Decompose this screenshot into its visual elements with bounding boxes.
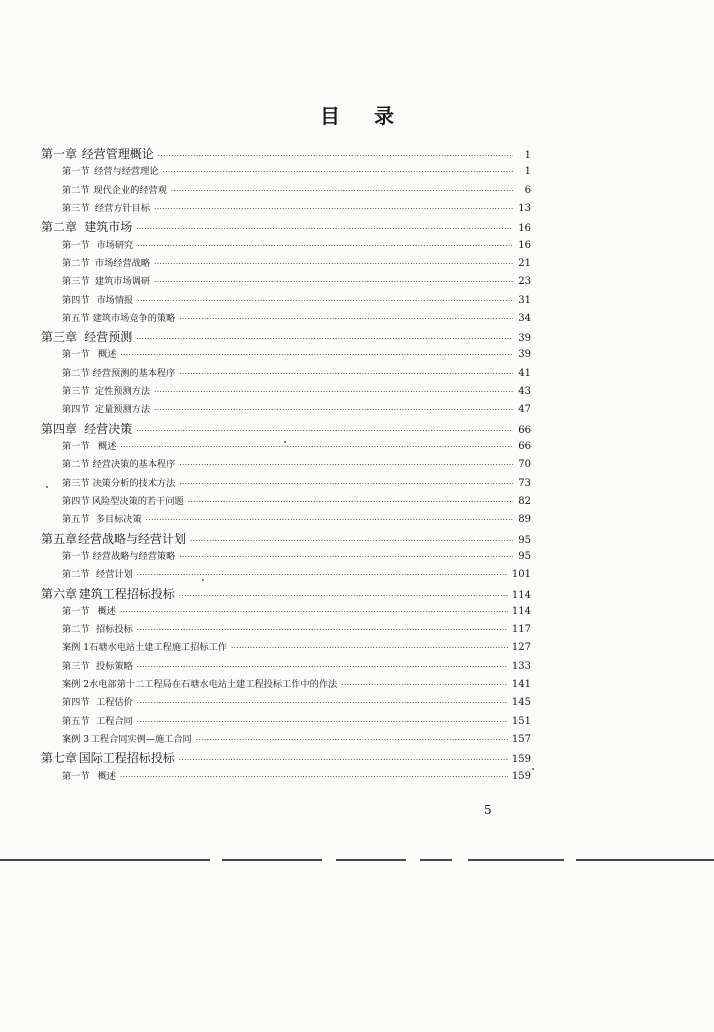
toc-leader-dots [154,260,513,268]
toc-entry-number: 第四节 [62,495,90,507]
toc-section-row [41,346,531,364]
toc-entry-title: 经营与经营理论 [94,166,159,178]
toc-entry-title: 概述 [98,441,117,452]
toc-entry-title: 水电部第十二工程局在石塘水电站土建工程投标工作中的作法 [89,679,338,691]
toc-section-row [41,438,531,456]
toc-leader-dots [137,297,513,305]
toc-chapter-row [41,328,531,346]
toc-entry-number: 案例 2 [62,679,90,691]
toc-entry-page: 1 [524,166,531,178]
toc-leader-dots [179,461,513,469]
toc-entry-title: 经营方针目标 [94,202,151,214]
toc-entry-page: 41 [518,367,531,379]
toc-entry-page: 66 [518,424,531,436]
toc-section-row [41,310,531,328]
toc-chapter-row [41,218,531,236]
toc-entry-number: 第三节 [62,386,90,398]
toc-entry-number: 第二节 [62,367,90,379]
toc-entry-number: 第五章 [41,531,78,546]
toc-entry-page: 151 [511,715,531,727]
toc-section-row [41,768,531,786]
toc-entry-page: 73 [518,477,531,489]
toc-leader-dots [179,756,508,764]
toc-leader-dots [120,351,513,359]
toc-entry-number: 第四章 [41,421,78,436]
toc-section-row [41,493,531,511]
toc-entry-title: 投标策略 [96,660,133,672]
title-char: 目 [320,104,340,128]
toc-leader-dots [154,388,513,396]
toc-leader-dots [188,498,513,506]
toc-leader-dots [196,736,508,744]
toc-leader-dots [136,335,513,343]
toc-entry-page: 159 [511,770,531,782]
toc-entry-title: 市场经营战略 [94,257,151,269]
toc-entry-number: 第二节 [62,569,90,581]
title-char: 录 [374,104,394,128]
toc-leader-dots [231,644,508,652]
toc-section-row [41,273,531,291]
toc-entry-page: 82 [518,495,531,507]
toc-leader-dots [154,278,513,286]
toc-entry-number: 第四节 [62,294,90,306]
toc-entry-page: 145 [511,697,531,709]
toc-entry-number: 第三节 [62,276,90,288]
toc-entry-title: 市场情报 [96,294,134,306]
toc-entry-number: 第一节 [62,349,90,361]
toc-entry-number: 第二节 [62,624,90,636]
toc-entry-number: 第二章 [41,220,78,235]
scan-artifact-line [0,859,210,861]
toc-section-row [41,621,531,639]
toc-entry-number: 第四节 [62,697,90,709]
toc-leader-dots [136,427,513,435]
toc-entry-page: 66 [518,441,531,452]
toc-section-row [41,566,531,584]
toc-entry-number: 第四节 [62,404,90,416]
toc-entry-page: 13 [518,202,531,214]
scan-speck [532,768,534,770]
toc-entry-number: 第一节 [62,239,90,251]
toc-leader-dots [158,152,513,160]
toc-entry-number: 第五节 [62,514,90,526]
toc-entry-title: 经营计划 [96,569,133,581]
toc-entry-title: 经营预测的基本程序 [92,367,176,379]
toc-entry-page: 117 [511,624,531,636]
toc-section-row [41,511,531,529]
toc-entry-page: 34 [518,312,531,324]
toc-entry-page: 141 [511,679,531,691]
toc-entry-title: 建筑市场 [84,220,133,235]
table-of-contents [41,145,531,786]
toc-entry-number: 第六章 [41,586,78,601]
toc-entry-title: 经营战略与经营计划 [78,531,187,546]
toc-entry-page: 43 [518,386,531,398]
toc-entry-title: 概述 [97,605,116,617]
toc-entry-title: 建筑工程招标投标 [78,586,175,601]
toc-section-row [41,676,531,694]
toc-leader-dots [154,205,513,213]
toc-entry-title: 多目标决策 [95,514,142,526]
toc-entry-title: 工程合同实例—施工合同 [90,734,192,745]
toc-entry-number: 第二节 [62,257,90,269]
scan-artifact-line [222,859,322,861]
scan-artifact-line [468,859,564,861]
toc-leader-dots [137,663,508,671]
toc-entry-title: 建筑市场调研 [94,276,151,288]
toc-entry-title: 经营决策的基本程序 [92,459,176,471]
toc-leader-dots [179,370,513,378]
toc-entry-page: 16 [518,223,531,235]
toc-section-row [41,694,531,712]
toc-leader-dots [136,225,513,233]
toc-entry-page: 23 [518,276,531,288]
toc-entry-title: 现代企业的经营观 [93,184,167,196]
toc-entry-number: 第三节 [62,477,90,489]
toc-entry-number: 第二节 [62,459,90,471]
toc-entry-title: 建筑市场竞争的策略 [92,312,176,324]
toc-section-row [41,292,531,310]
toc-section-row [41,383,531,401]
toc-entry-number: 第一节 [62,166,90,178]
toc-chapter-row [41,145,531,163]
toc-leader-dots [154,406,513,414]
toc-entry-page: 39 [518,333,531,345]
page-number: 5 [484,803,492,817]
toc-section-row [41,639,531,657]
toc-section-row [41,401,531,419]
scan-speck [46,486,48,488]
toc-leader-dots [146,516,513,524]
toc-section-row [41,658,531,676]
toc-entry-number: 第一节 [62,550,90,562]
toc-entry-number: 第一节 [62,441,90,452]
toc-entry-title: 经营决策 [84,421,133,436]
toc-leader-dots [137,242,513,250]
scan-artifact-line [420,859,452,861]
toc-entry-number: 第二节 [62,184,90,196]
toc-chapter-row [41,530,531,548]
toc-entry-title: 概述 [98,349,117,361]
toc-section-row [41,237,531,255]
toc-section-row [41,603,531,621]
toc-entry-page: 47 [518,404,531,416]
toc-entry-title: 工程估价 [96,697,133,709]
toc-entry-title: 国际工程招标投标 [78,751,175,766]
toc-entry-page: 89 [518,514,531,526]
toc-entry-number: 第七章 [41,751,78,766]
toc-entry-title: 概述 [97,770,116,782]
toc-leader-dots [171,187,513,195]
toc-entry-page: 16 [518,239,531,251]
toc-leader-dots [137,626,508,634]
toc-leader-dots [120,443,513,451]
toc-chapter-row [41,585,531,603]
toc-entry-page: 133 [511,660,531,672]
toc-leader-dots [120,608,508,616]
toc-leader-dots [162,168,513,176]
scan-artifact-line [336,859,406,861]
toc-entry-number: 第一节 [62,770,90,782]
toc-section-row [41,200,531,218]
toc-section-row [41,182,531,200]
toc-entry-title: 市场研究 [96,239,134,251]
scan-speck [284,441,286,443]
toc-entry-page: 101 [511,569,531,581]
toc-section-row [41,475,531,493]
toc-entry-page: 21 [518,257,531,269]
toc-entry-title: 定性预测方法 [94,386,151,398]
toc-entry-page: 1 [524,150,531,161]
toc-entry-number: 第五节 [62,715,90,727]
toc-entry-title: 定量预测方法 [94,404,151,416]
toc-entry-title: 石塘水电站土建工程施工招标工作 [89,642,227,654]
toc-entry-page: 114 [511,605,531,617]
toc-leader-dots [341,681,508,689]
toc-entry-page: 159 [511,754,531,766]
toc-entry-number: 案例 1 [62,642,90,654]
toc-entry-number: 第一章 [41,147,78,161]
toc-leader-dots [179,553,513,561]
toc-entry-title: 风险型决策的若干问题 [91,495,184,507]
toc-entry-title: 工程合同 [96,715,133,727]
toc-entry-page: 31 [518,294,531,306]
toc-entry-number: 第五节 [62,312,90,324]
toc-entry-page: 6 [524,184,531,196]
toc-entry-page: 127 [511,642,531,654]
toc-entry-title: 经营管理概论 [81,147,154,161]
toc-leader-dots [137,718,508,726]
toc-entry-title: 招标投标 [96,624,133,636]
toc-entry-title: 经营战略与经营策略 [92,550,176,562]
toc-entry-page: 39 [518,349,531,361]
page-title [0,100,714,129]
toc-section-row [41,255,531,273]
toc-entry-page: 95 [518,534,531,546]
toc-leader-dots [179,592,508,600]
scan-speck [202,579,204,581]
toc-section-row [41,731,531,749]
toc-leader-dots [179,480,513,488]
toc-section-row [41,365,531,383]
toc-section-row [41,548,531,566]
toc-section-row [41,456,531,474]
toc-entry-number: 第三节 [62,660,90,672]
toc-entry-title: 经营预测 [84,330,133,345]
toc-leader-dots [179,315,513,323]
toc-entry-title: 决策分析的技术方法 [92,477,176,489]
toc-entry-page: 70 [518,459,531,471]
scan-artifact-line [576,859,714,861]
toc-leader-dots [190,537,513,545]
toc-leader-dots [137,571,508,579]
toc-entry-page: 114 [511,589,531,601]
toc-entry-number: 第三节 [62,202,90,214]
toc-entry-number: 第一节 [62,605,90,617]
toc-entry-page: 157 [511,734,531,745]
toc-chapter-row [41,420,531,438]
toc-section-row [41,163,531,181]
toc-section-row [41,713,531,731]
toc-entry-number: 第三章 [41,330,78,345]
toc-leader-dots [120,773,508,781]
toc-entry-number: 案例 3 [62,734,90,745]
toc-chapter-row [41,749,531,767]
toc-leader-dots [137,699,508,707]
toc-entry-page: 95 [518,550,531,562]
